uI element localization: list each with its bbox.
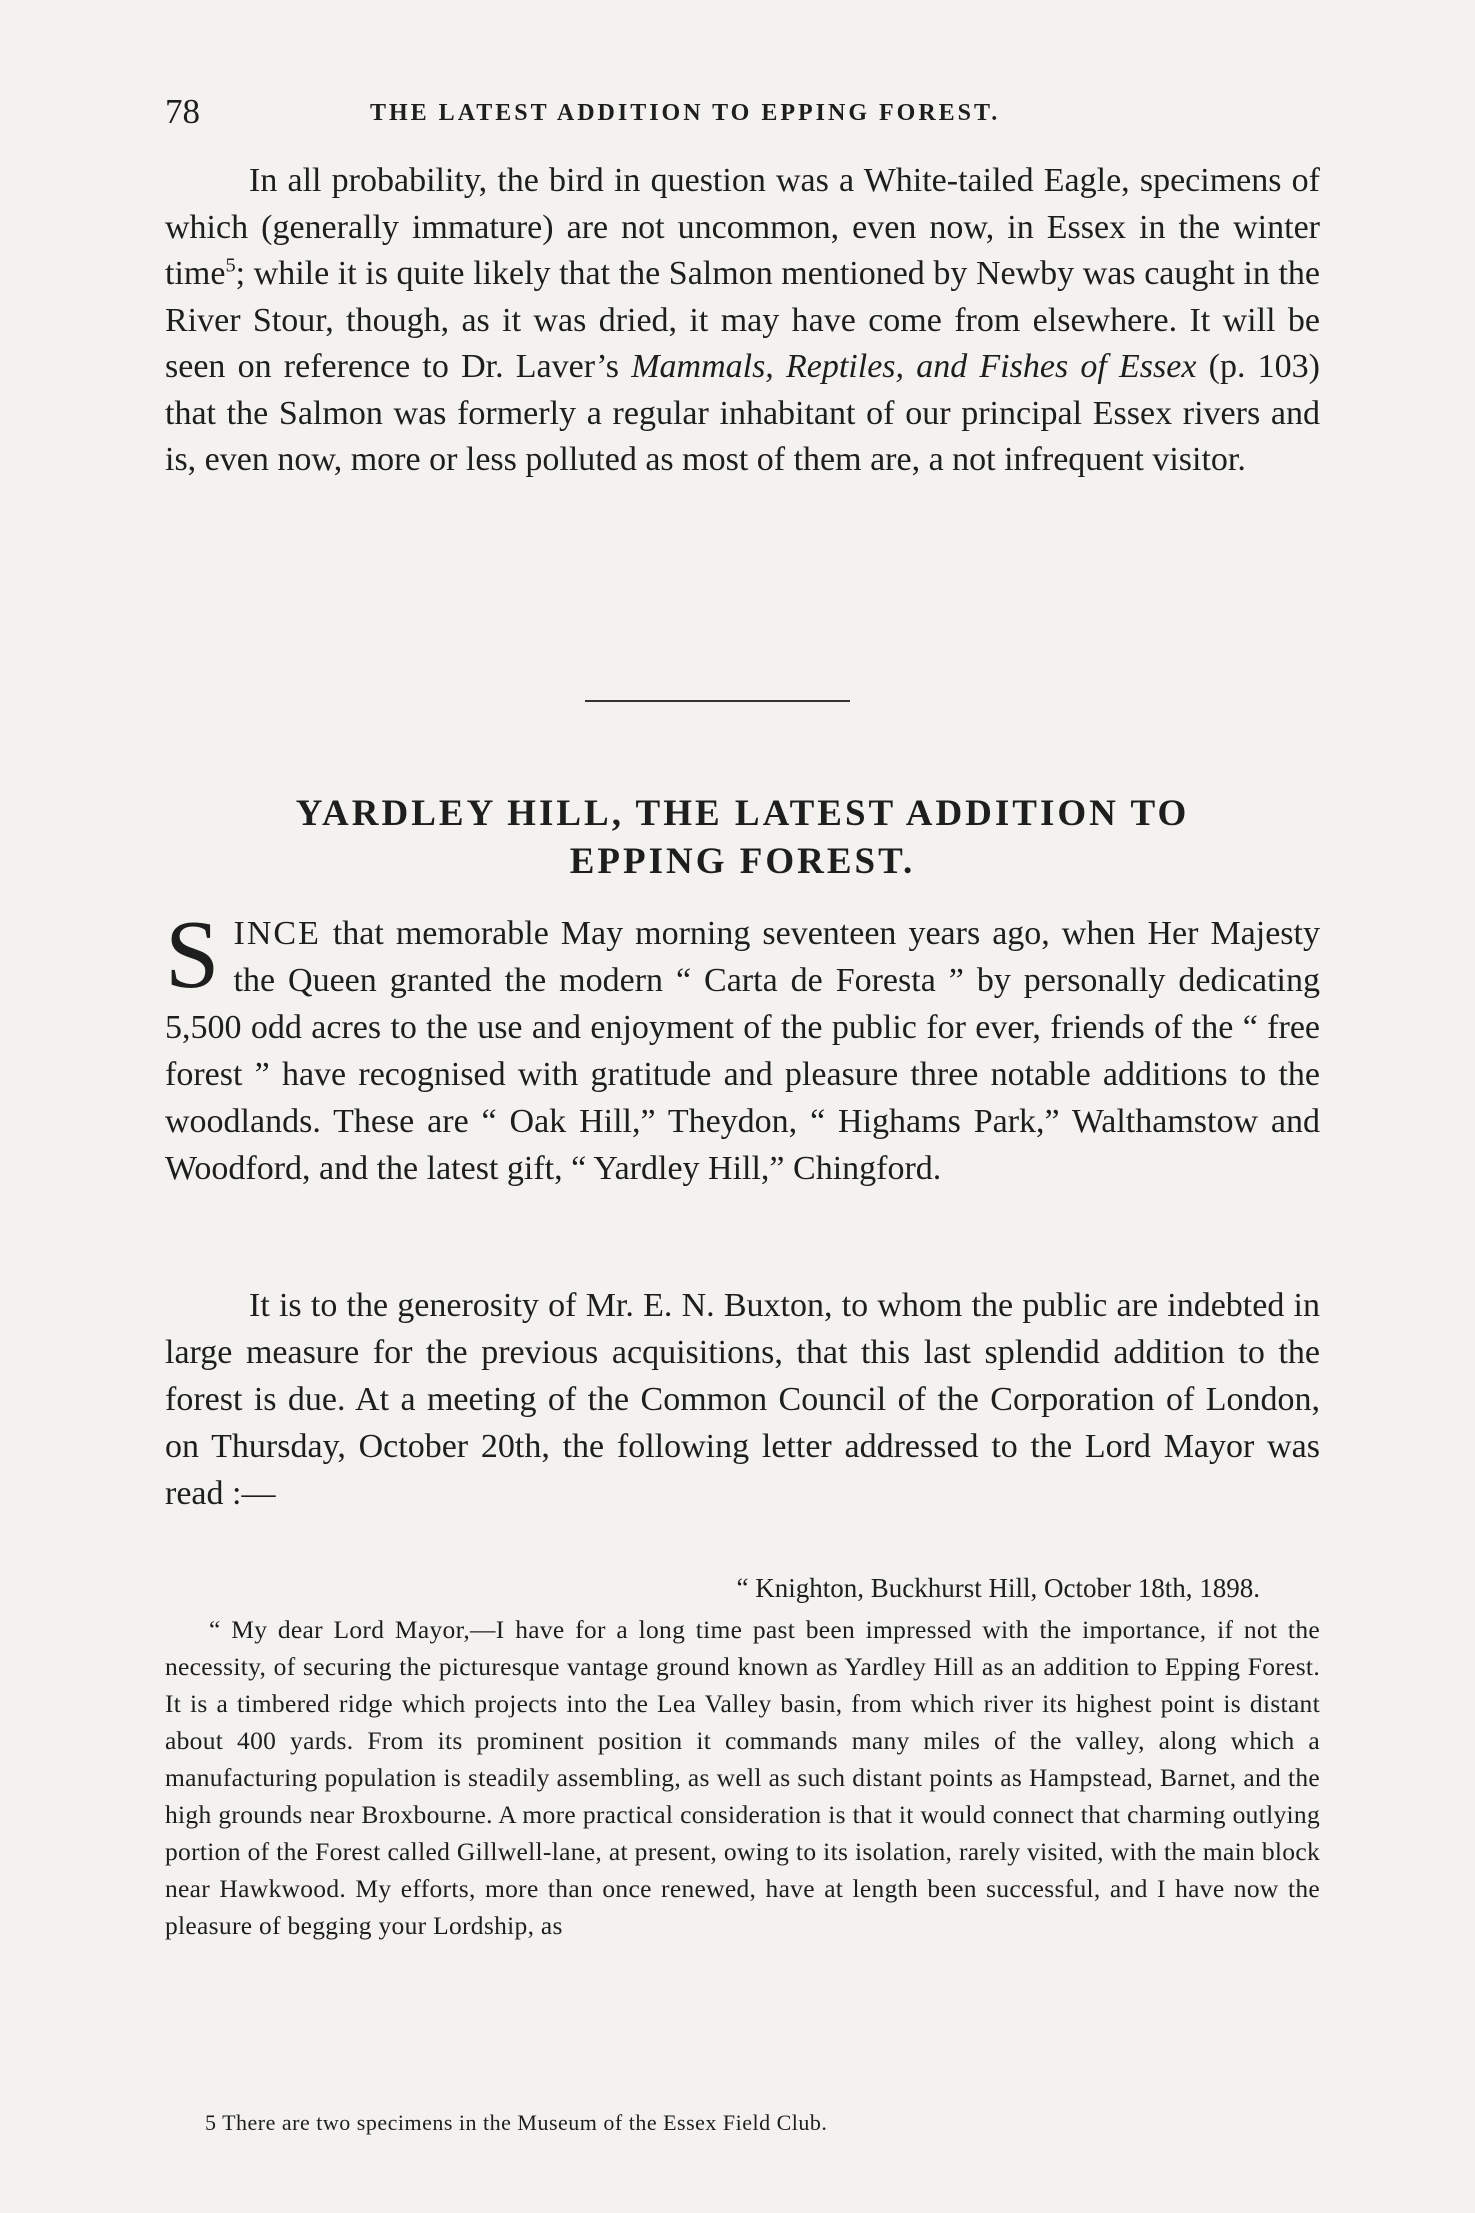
heading-line-2: EPPING FOREST. xyxy=(569,841,916,882)
paragraph-text-part: that memorable May morning seventeen years ago, when Her Majesty the Queen granted the modern “ Carta de Foresta ” by personally dedicating 5,500 odd acres to the use and enjoyment of the public for ever, friends of the “ free forest ” have recognised with gratitude and pleasure three notable additions to the woodlands. These are “ Oak Hill,” Theydon, “ Highams Park,” Walthamstow and Woodford, and the latest gift, “ Yardley Hill,” Chingford. xyxy=(165,915,1320,1187)
lead-small-caps: INCE xyxy=(233,915,321,952)
page-number: 78 xyxy=(165,92,200,131)
paragraph-eagle-salmon xyxy=(165,158,1320,484)
article-paragraph-1 xyxy=(165,901,1320,1192)
heading-line-1: YARDLEY HILL, THE LATEST ADDITION TO xyxy=(295,793,1190,834)
footnote: 5 There are two specimens in the Museum of the Essex Field Club. xyxy=(205,2110,828,2135)
quoted-letter xyxy=(165,1570,1320,1944)
paragraph-text-part: ; while it is quite likely that the Salmon mentioned by Newby was caught in the River Stour, though, as it was dried, it may have come from elsewhere. It will be seen on reference to Dr. Laver’s xyxy=(165,255,1320,385)
section-divider xyxy=(585,700,850,702)
running-title: THE LATEST ADDITION TO EPPING FOREST. xyxy=(370,100,1001,126)
footnote-ref: 5 xyxy=(225,254,236,277)
letter-body: “ My dear Lord Mayor,—I have for a long time past been impressed with the importance, if not the necessity, of securing the picturesque vantage ground known as Yardley Hill as an addition to Epping Forest. It is a timbered ridge which projects into the Lea Valley basin, from which river its highest point is distant about 400 yards. From its prominent position it commands many miles of the valley, along which a manufacturing population is steadily assembling, as well as such distant points as Hampstead, Barnet, and the high grounds near Broxbourne. A more practical consideration is that it would connect that charming outlying portion of the Forest called Gillwell-lane, at present, owing to its isolation, rarely visited, with the main block near Hawkwood. My efforts, more than once renewed, have at length been successful, and I have now the pleasure of begging your Lordship, as xyxy=(165,1615,1320,1940)
paragraph-text: It is to the generosity of Mr. E. N. Buxton, to whom the public are indebted in large measure for the previous acquisitions, that this last splendid addition to the forest is due. At a meeting of the Common Council of the Corporation of London, on Thursday, October 20th, the following letter addressed to the Lord Mayor was read :— xyxy=(165,1287,1320,1512)
paragraph-text xyxy=(165,158,1320,484)
article-heading xyxy=(165,790,1320,886)
paragraph-text-part: In all probability, the bird in question was a White-tailed Eagle, specimens of which (generally immature) are not uncommon, even now, in Essex in the winter time xyxy=(165,162,1320,292)
running-head xyxy=(165,92,1315,132)
book-title: Mammals, Reptiles, and Fishes of Essex xyxy=(631,348,1197,385)
paragraph-text-part: (p. 103) that the Salmon was formerly a regular inhabitant of our principal Essex rivers and is, even now, more or less polluted as most of them are, a not infrequent visitor. xyxy=(165,348,1320,478)
paragraph-text xyxy=(165,901,1320,1192)
drop-cap: S xyxy=(165,901,220,1009)
letter-dateline: “ Knighton, Buckhurst Hill, October 18th, 1898. xyxy=(736,1573,1260,1603)
article-paragraph-2 xyxy=(165,1282,1320,1517)
